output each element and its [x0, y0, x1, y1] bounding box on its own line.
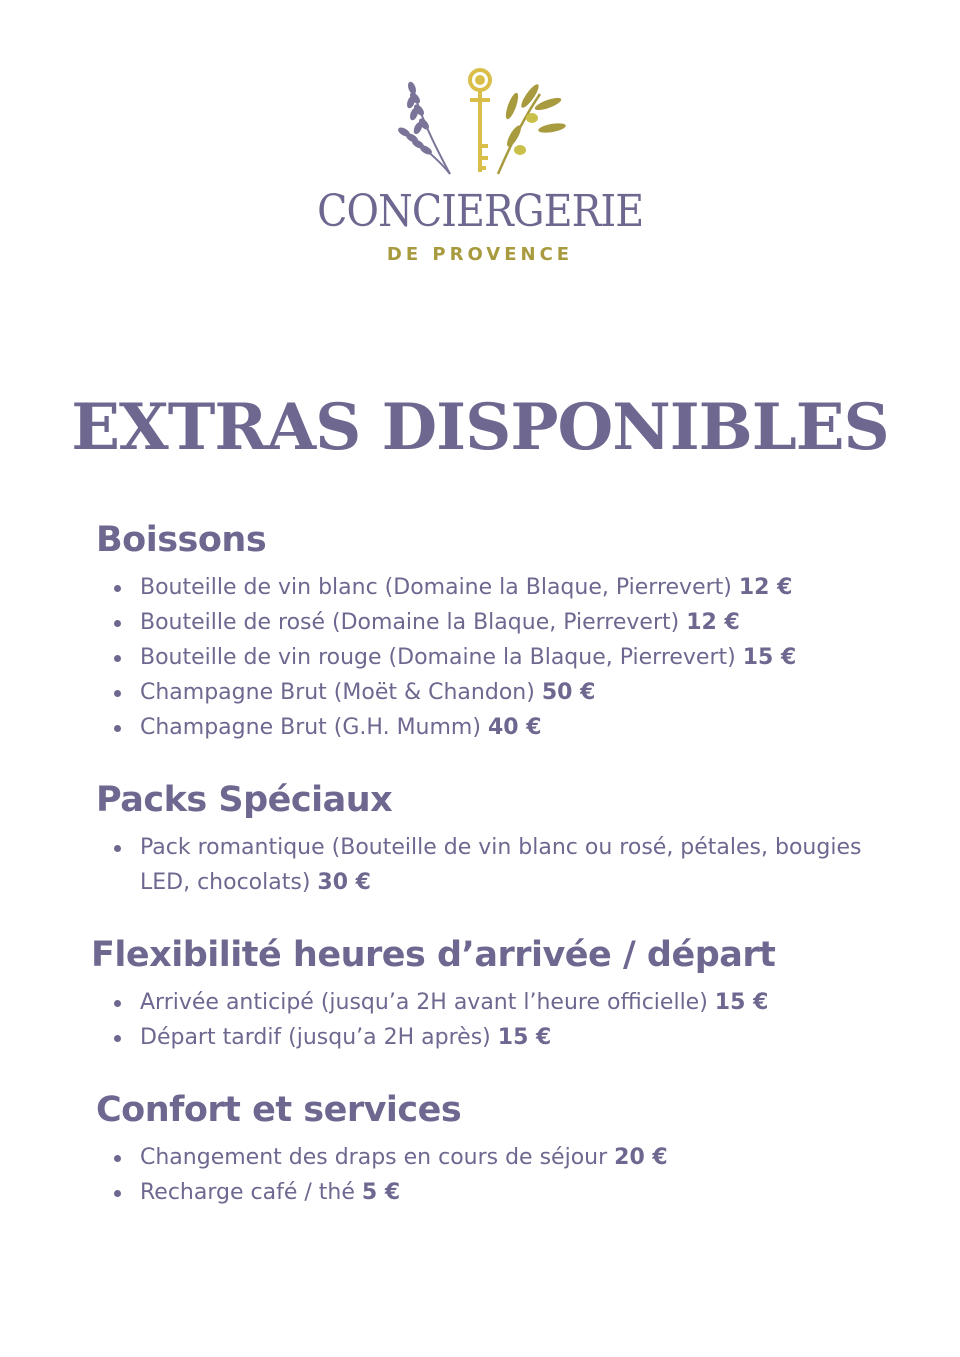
key-icon [470, 70, 490, 172]
list-item [140, 1140, 880, 1175]
section-heading: Confort et services [96, 1090, 462, 1130]
lavender-sprig-icon [397, 81, 450, 174]
item-list [96, 1140, 880, 1210]
item-text: Recharge café / thé [140, 1180, 362, 1205]
section-packs-speciaux [96, 778, 880, 900]
item-price: 12 € [686, 610, 740, 635]
item-price: 15 € [714, 990, 769, 1015]
list-item [140, 1020, 880, 1055]
item-text: Changement des draps en cours de séjour [140, 1145, 615, 1170]
item-text: Pack romantique (Bouteille de vin blanc ou rosé, pétales, bougies LED, chocolats) [140, 835, 862, 895]
item-price: 12 € [738, 575, 793, 600]
section-heading: Boissons [96, 520, 267, 560]
olive-branch-icon [498, 82, 566, 174]
list-item [140, 1175, 880, 1210]
brand-subtitle: DE PROVENCE [386, 244, 574, 265]
item-price: 15 € [742, 645, 797, 670]
item-text: Arrivée anticipé (jusqu’a 2H avant l’heure officielle) [140, 990, 715, 1015]
section-heading: Packs Spéciaux [96, 780, 393, 820]
item-price: 20 € [614, 1145, 668, 1170]
list-item [140, 570, 880, 605]
item-price: 40 € [487, 715, 542, 740]
section-boissons [96, 518, 880, 745]
section-flexibilite [91, 933, 880, 1055]
item-text: Départ tardif (jusqu’a 2H après) [140, 1025, 498, 1050]
item-text: Bouteille de vin blanc (Domaine la Blaque, Pierrevert) [140, 575, 739, 600]
list-item [140, 605, 880, 640]
list-item [140, 640, 880, 675]
list-item [140, 675, 880, 710]
list-item [140, 710, 880, 745]
item-list [96, 830, 880, 900]
item-text: Bouteille de rosé (Domaine la Blaque, Pierrevert) [140, 610, 687, 635]
item-text: Champagne Brut (G.H. Mumm) [140, 715, 488, 740]
section-confort-services [96, 1088, 880, 1210]
list-item [140, 985, 880, 1020]
item-price: 30 € [317, 870, 371, 895]
item-text: Bouteille de vin rouge (Domaine la Blaque, Pierrevert) [140, 645, 743, 670]
item-list [96, 570, 880, 745]
item-price: 15 € [497, 1025, 552, 1050]
brand-logo [0, 66, 960, 265]
list-item [140, 830, 880, 900]
item-list [91, 985, 880, 1055]
item-price: 5 € [361, 1180, 401, 1205]
section-heading: Flexibilité heures d’arrivée / départ [91, 935, 776, 975]
item-price: 50 € [541, 680, 596, 705]
logo-emblem [390, 66, 570, 178]
item-text: Champagne Brut (Moët & Chandon) [140, 680, 542, 705]
page-title: EXTRAS DISPONIBLES [71, 389, 889, 465]
brand-name: CONCIERGERIE [316, 186, 644, 237]
